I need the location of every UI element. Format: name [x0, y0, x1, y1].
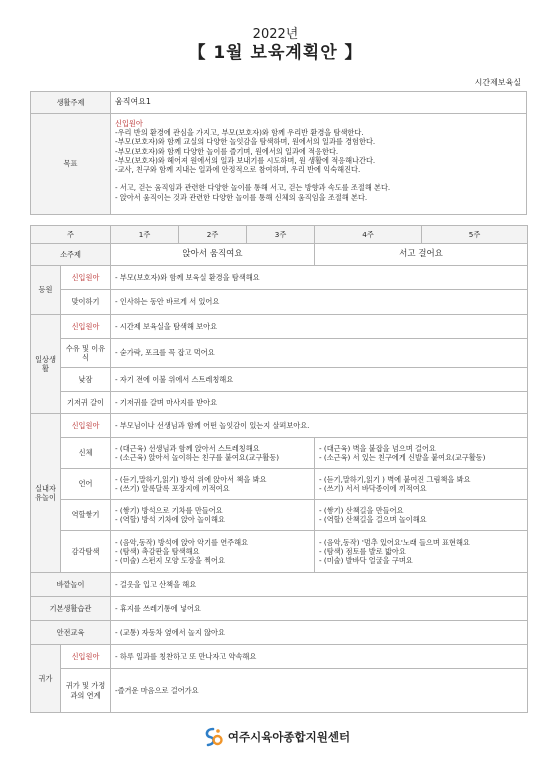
indoor-activity-b [315, 469, 528, 500]
outdoor-text: - 걸옷을 입고 산책을 해요 [111, 573, 528, 597]
activity-line: - (듣기,말하기,읽기 ) 벽에 붙여진 그림책을 봐요 [319, 474, 471, 484]
week-label: 주 [31, 226, 111, 244]
nap-text: - 자기 전에 이불 위에서 스트레칭해요 [111, 368, 528, 392]
activity-line: - (미술) 스펀지 모양 도장을 찍어요 [115, 556, 225, 566]
home-link-text: -즐거운 마음으로 걸어가요 [111, 669, 528, 713]
arrival-label: 등원 [31, 266, 61, 315]
week-2: 2주 [179, 226, 247, 244]
diaper-label: 기저귀 갈이 [61, 392, 111, 414]
indoor-area-label: 언어 [61, 469, 111, 500]
goal-line: -부모(보호자)와 헤어져 원에서의 일과 보내기를 시도하며, 원 생활에 적응해나간다. [115, 155, 376, 165]
meal-label: 수유 및 이유식 [61, 339, 111, 368]
indoor-label: 실내자유놀이 [31, 414, 61, 573]
goal-group: 신입원아 [115, 119, 143, 128]
activity-line: - (음악,동작) '멈추 있어요'노래 들으며 표현해요 [319, 537, 470, 547]
class-name: 시간제보육실 [474, 78, 521, 87]
outdoor-label: 바깥놀이 [31, 573, 111, 597]
page-title: 【 1월 보육계획안 】 [188, 43, 363, 63]
week-1: 1주 [111, 226, 179, 244]
activity-line: - (역할) 방석 기차에 앉아 놀이해요 [115, 515, 225, 524]
arrival-new-label: 신입원아 [61, 266, 111, 290]
activity-line: - (대근육) 선생님과 함께 앉아서 스트레칭해요 [115, 443, 260, 453]
home-new-text: - 하루 일과를 칭찬하고 또 만나자고 약속해요 [111, 645, 528, 669]
indoor-area-label: 역할쌓기 [61, 500, 111, 531]
theme-label: 생활주제 [31, 92, 111, 114]
plan-year: 2022년 [252, 27, 299, 42]
goal-extra: - 서고, 걷는 움직임과 관련한 다양한 놀이를 통해 서고, 걷는 방향과 속도를 조절해 본다. [115, 183, 391, 193]
subtheme-b: 서고 걸어요 [315, 244, 528, 266]
indoor-activity-a [111, 531, 315, 573]
activity-line: - (대근육) 벽을 붙잡을 넘으며 걸어요 [319, 443, 436, 453]
footer-logo [0, 726, 551, 748]
activity-line: - (듣기,말하기,읽기) 방석 위에 앉아서 책을 봐요 [115, 474, 267, 484]
activity-line: - (쓰기) 서서 바닥종이에 끼적여요 [319, 484, 427, 493]
indoor-activity-a [111, 438, 315, 469]
activity-line: - (소근육) 앉아서 놀이하는 친구를 붙여요(교구활동) [115, 453, 280, 462]
indoor-activity-b [315, 500, 528, 531]
goal-label: 목표 [31, 114, 111, 215]
org-name: 여주시육아종합지원센터 [227, 730, 351, 744]
arrival-new-text: - 부모(보호자)와 함께 보육실 환경을 탐색해요 [111, 266, 528, 290]
activity-line: - (쌓기) 방석으로 기차를 만들어요 [115, 505, 223, 515]
indoor-activity-a [111, 500, 315, 531]
indoor-new-label: 신입원아 [61, 414, 111, 438]
nap-label: 낮잠 [61, 368, 111, 392]
meal-text: - 숟가락, 포크를 꼭 잡고 먹어요 [111, 339, 528, 368]
goal-line: -부모(보호자)와 함께 다양한 놀이를 즐기며, 원에서의 일과에 적응한다. [115, 146, 339, 156]
subtheme-label: 소주제 [31, 244, 111, 266]
daily-new-text: - 시간제 보육실을 탐색해 보아요 [111, 315, 528, 339]
safety-text: - (교통) 자동차 옆에서 놀지 않아요 [111, 621, 528, 645]
week-4: 4주 [315, 226, 422, 244]
daily-new-label: 신입원아 [61, 315, 111, 339]
indoor-new-text: - 부모님이나 선생님과 함께 어떤 놀잇감이 있는지 살펴보아요. [111, 414, 528, 438]
daily-label: 일상생활 [31, 315, 61, 414]
indoor-area-label: 감각탐색 [61, 531, 111, 573]
activity-line: - (역할) 산책길을 걸으며 놀이해요 [319, 515, 427, 524]
home-label: 귀가 [31, 645, 61, 713]
home-link-label: 귀가 및 가정과의 연계 [61, 669, 111, 713]
goal-line: -교사, 친구와 함께 지내는 일과에 안정적으로 참여하며, 우리 반에 익숙해진다. [115, 165, 361, 175]
greet-label: 맞이하기 [61, 290, 111, 315]
week-3: 3주 [247, 226, 315, 244]
goal-extra: - 앉아서 움직이는 것과 관련한 다양한 놀이를 통해 신체의 움직임을 조절해 본다. [115, 192, 368, 202]
activity-line: - (음악,동작) 방석에 앉아 악기를 연주해요 [115, 537, 249, 547]
week-5: 5주 [422, 226, 528, 244]
activity-line: - (미술) 발바닥 얼굴을 구며요 [319, 556, 413, 566]
subtheme-a: 앉아서 움직여요 [111, 244, 315, 266]
activity-line: - (쓰기) 알록달록 포장지에 끼적여요 [115, 484, 230, 493]
indoor-activity-b [315, 531, 528, 573]
indoor-activity-a [111, 469, 315, 500]
theme-value: 움직여요1 [111, 92, 527, 114]
goal-table [30, 91, 527, 215]
indoor-area-label: 신체 [61, 438, 111, 469]
home-new-label: 신입원아 [61, 645, 111, 669]
plan-table [30, 225, 528, 713]
goal-line: -우리 반의 환경에 관심을 가지고, 부모(보호자)와 함께 우리반 환경을 탐색한다. [115, 128, 364, 138]
activity-line: - (탐색) 점토를 발로 밟아요 [319, 546, 406, 556]
diaper-text: - 기저귀를 갈며 마사지를 받아요 [111, 392, 528, 414]
goal-cell [111, 114, 527, 215]
greet-text: - 인사하는 동안 바르게 서 있어요 [111, 290, 528, 315]
safety-label: 안전교육 [31, 621, 111, 645]
activity-line: - (쌓기) 산책길을 만들어요 [319, 505, 404, 515]
activity-line: - (소근육) 서 있는 친구에게 신발을 붙여요(교구활동) [319, 453, 486, 462]
goal-line: -부모(보호자)와 함께 교실의 다양한 놀잇감을 탐색하며, 원에서의 일과를 경험한다. [115, 137, 376, 147]
habit-label: 기본생활습관 [31, 597, 111, 621]
activity-line: - (탐색) 촉감판을 탐색해요 [115, 546, 200, 556]
habit-text: - 휴지를 쓰레기통에 넣어요 [111, 597, 528, 621]
indoor-activity-b [315, 438, 528, 469]
org-logo-icon [201, 726, 223, 748]
